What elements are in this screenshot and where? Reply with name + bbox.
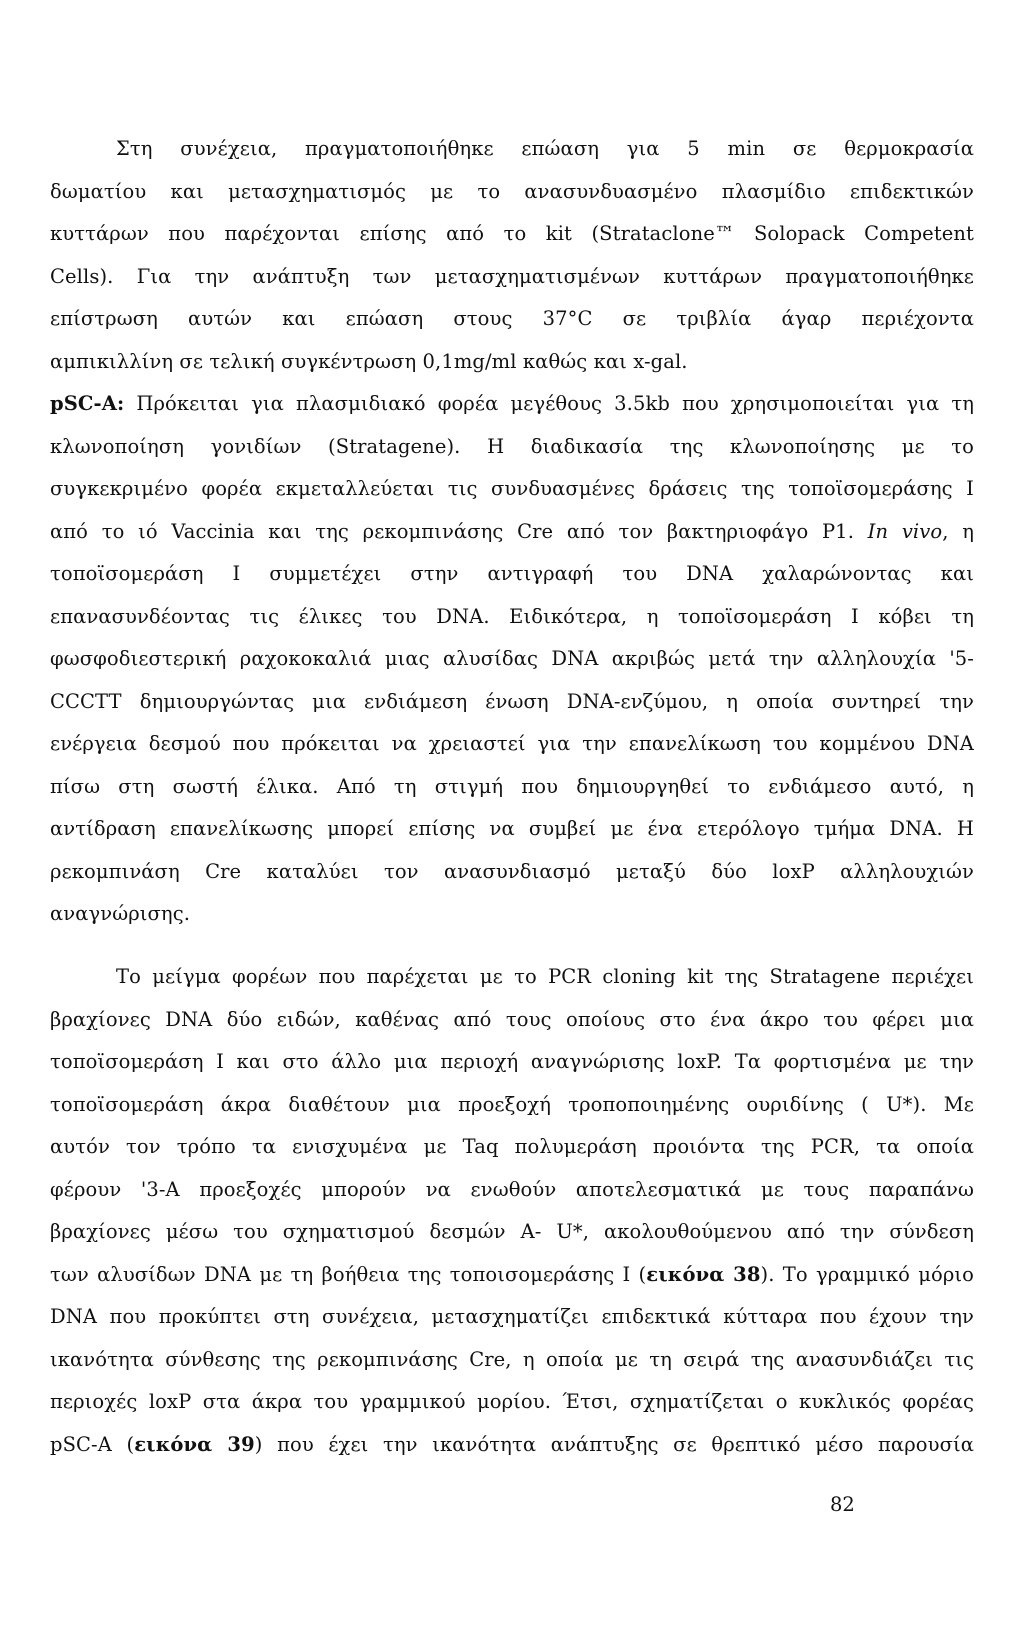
text-line: συγκεκριμένο φορέα εκμεταλλεύεται τις συνδυασμένες δράσεις της τοποϊσομεράσης Ι — [50, 477, 974, 500]
text-line: κλωνοποίηση γονιδίων (Stratagene). Η διαδικασία της κλωνοποίησης με το — [50, 434, 974, 458]
text-fragment: ) που έχει την ικανότητα ανάπτυξης σε θρεπτικό μέσο παρουσία — [254, 1432, 974, 1456]
page-number: 82 — [830, 1493, 855, 1516]
figure-reference-39: εικόνα 39 — [134, 1432, 255, 1456]
text-line: φέρουν '3-A προεξοχές μπορούν να ενωθούν αποτελεσματικά με τους παραπάνω — [50, 1177, 974, 1201]
text-line: ενέργεια δεσμού που πρόκειται να χρειαστεί για την επανελίκωση του κομμένου DNA — [50, 732, 974, 755]
text-line: βραχίονες μέσω του σχηματισμού δεσμών A- U*, ακολουθούμενου από την σύνδεση — [50, 1220, 974, 1243]
text-line — [50, 511, 974, 554]
vector-term-psca: pSC-A: — [50, 392, 125, 415]
text-fragment: Πρόκειται για πλασμιδιακό φορέα μεγέθους 3.5kb που χρησιμοποιείται για τη — [124, 392, 974, 415]
text-line: δωματίου και μετασχηματισμός με το ανασυνδυασμένο πλασμίδιο επιδεκτικών — [50, 179, 974, 203]
text-line: ρεκομπινάση Cre καταλύει τον ανασυνδιασμό μεταξύ δύο loxP αλληλουχιών — [50, 859, 974, 883]
figure-reference-38: εικόνα 38 — [646, 1262, 761, 1286]
text-fragment: των αλυσίδων DNA με τη βοήθεια της τοποισομεράσης Ι ( — [50, 1262, 647, 1286]
text-line — [50, 1254, 974, 1297]
text-line: φωσφοδιεστερική ραχοκοκαλιά μιας αλυσίδας DNA ακριβώς μετά την αλληλουχία '5- — [50, 647, 974, 670]
text-line: Cells). Για την ανάπτυξη των μετασχηματισμένων κυττάρων πραγματοποιήθηκε — [50, 264, 974, 288]
text-line: αναγνώρισης. — [50, 902, 191, 925]
text-line: αντίδραση επανελίκωσης μπορεί επίσης να συμβεί με ένα ετερόλογο τμήμα DNA. Η — [50, 817, 974, 840]
text-fragment: ). Το γραμμικό μόριο — [760, 1262, 974, 1286]
paragraph-pcr-cloning-kit — [50, 956, 974, 1466]
text-line: περιοχές loxP στα άκρα του γραμμικού μορίου. Έτσι, σχηματίζεται ο κυκλικός φορέας — [50, 1390, 974, 1413]
text-line: βραχίονες DNA δύο ειδών, καθένας από τους οποίους στο ένα άκρο του φέρει μια — [50, 1007, 974, 1031]
text-line: CCCTT δημιουργώντας μια ενδιάμεση ένωση DNA-ενζύμου, η οποία συντηρεί την — [50, 689, 974, 713]
text-fragment: pSC-A ( — [50, 1432, 135, 1456]
text-fragment: , η — [942, 519, 974, 543]
text-line: τοποϊσομεράση Ι συμμετέχει στην αντιγραφή του DNA χαλαρώνοντας και — [50, 562, 974, 585]
text-line: επανασυνδέοντας τις έλικες του DNA. Ειδικότερα, η τοποϊσομεράση Ι κόβει τη — [50, 604, 974, 628]
in-vivo-term: In vivo — [867, 519, 943, 543]
text-line: αμπικιλλίνη σε τελική συγκέντρωση 0,1mg/ml καθώς και x-gal. — [50, 349, 688, 373]
text-line: DNA που προκύπτει στη συνέχεια, μετασχηματίζει επιδεκτικά κύτταρα που έχουν την — [50, 1305, 974, 1328]
text-line: κυττάρων που παρέχονται επίσης από το kit (Strataclone™ Solopack Competent — [50, 222, 974, 245]
text-line: αυτόν τον τρόπο τα ενισχυμένα με Taq πολυμεράση προιόντα της PCR, τα οποία — [50, 1135, 974, 1158]
text-line: Στη συνέχεια, πραγματοποιήθηκε επώαση για 5 min σε θερμοκρασία — [116, 137, 974, 160]
text-line: τοποϊσομεράση άκρα διαθέτουν μια προεξοχή τροποποιημένης ουριδίνης ( U*). Με — [50, 1092, 974, 1116]
text-line: τοποϊσομεράση Ι και στο άλλο μια περιοχή αναγνώρισης loxP. Τα φορτισμένα με την — [50, 1050, 974, 1073]
text-line: ικανότητα σύνθεσης της ρεκομπινάσης Cre, η οποία με τη σειρά της ανασυνδιάζει τις — [50, 1347, 974, 1371]
text-fragment: από το ιό Vaccinia και της ρεκομπινάσης Cre από τον βακτηριοφάγο P1. — [50, 519, 868, 543]
paragraph-incubation — [50, 128, 974, 936]
text-line: πίσω στη σωστή έλικα. Από τη στιγμή που δημιουργηθεί το ενδιάμεσο αυτό, η — [50, 774, 974, 798]
text-line — [50, 1424, 974, 1467]
text-line: Το μείγμα φορέων που παρέχεται με το PCR cloning kit της Stratagene περιέχει — [116, 965, 974, 988]
text-line: επίστρωση αυτών και επώαση στους 37°C σε τριβλία άγαρ περιέχοντα — [50, 307, 974, 330]
text-line — [50, 383, 974, 426]
